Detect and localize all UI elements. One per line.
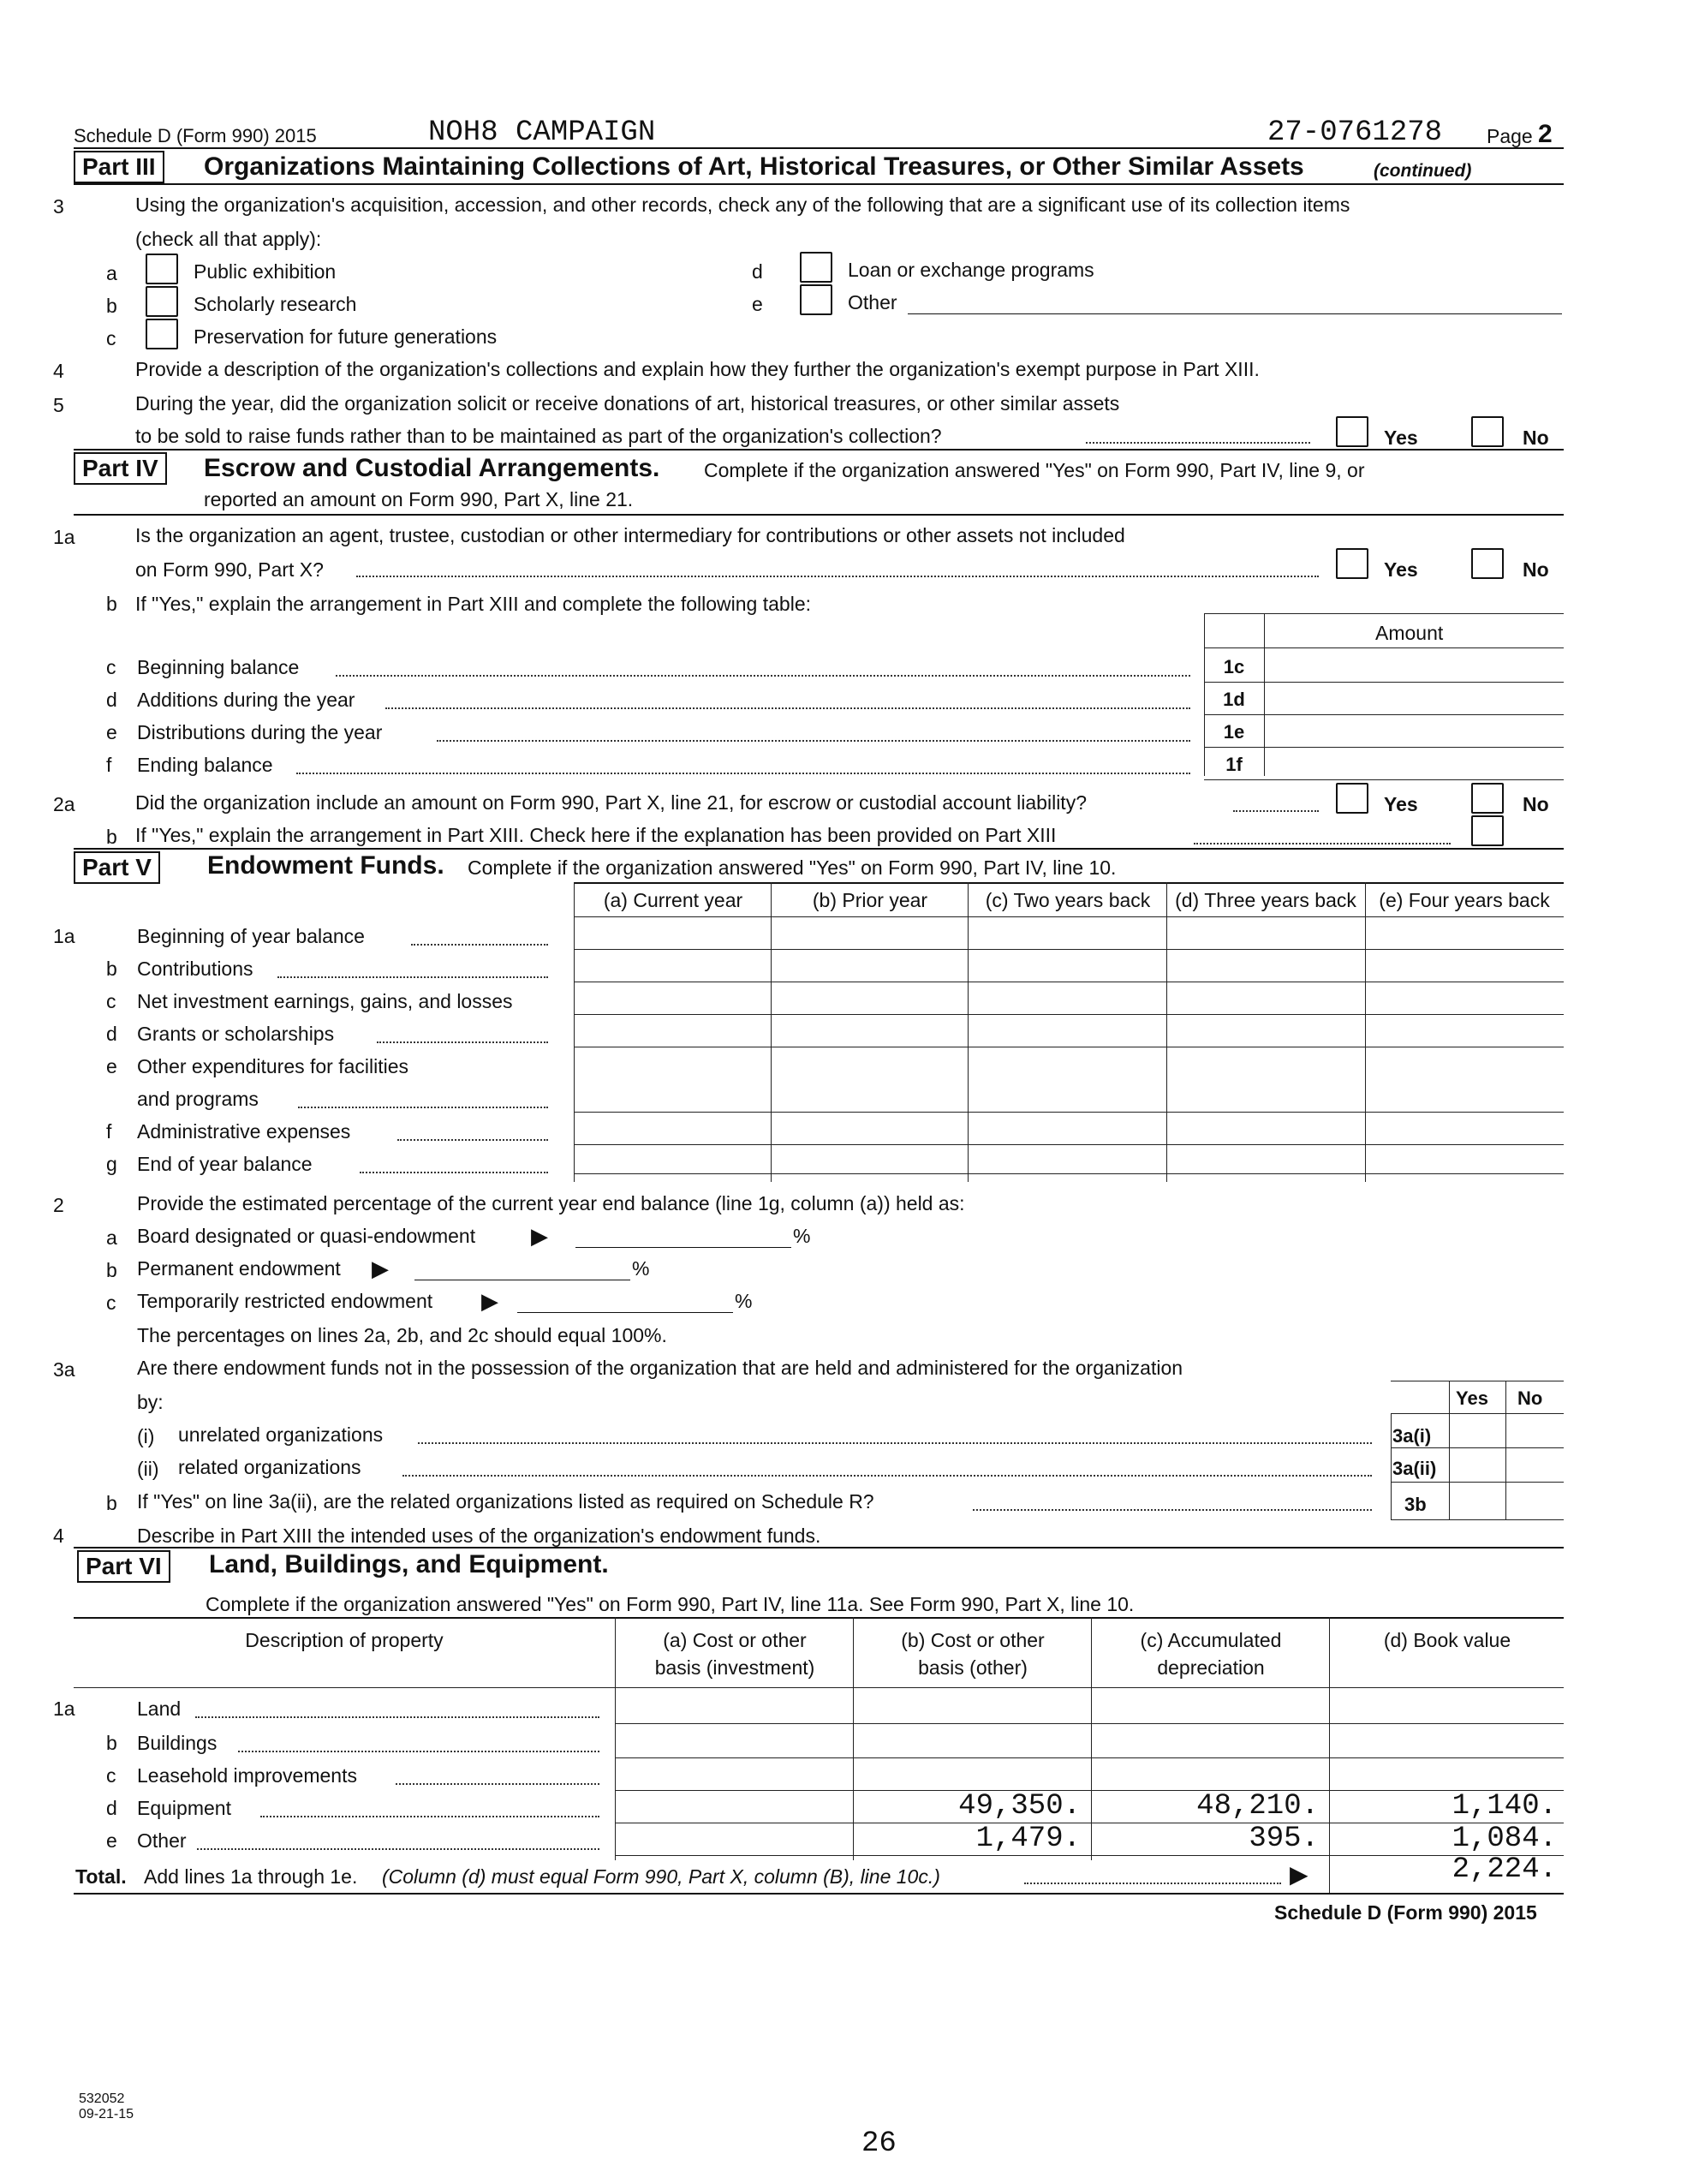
checkbox-preservation[interactable] (146, 319, 178, 349)
other-entry-line[interactable] (908, 313, 1562, 314)
opt-e-letter: e (752, 293, 763, 315)
p4-q1b-text: If "Yes," explain the arrangement in Part XIII and complete the following table: (135, 593, 811, 615)
endow-row-label: Contributions (137, 958, 253, 980)
p5-q3b-letter: b (106, 1492, 117, 1514)
p4-q1a-no-label: No (1523, 558, 1549, 581)
endow-cell-four-years-back[interactable] (1367, 918, 1562, 947)
endow-row-letter: e (106, 1055, 117, 1077)
ppe-col-b-line2: basis (other) (918, 1656, 1028, 1679)
endow-row-label: Other expenditures for facilities (137, 1055, 409, 1077)
p4-q2a-yes-label: Yes (1384, 793, 1418, 815)
form-reference: Schedule D (Form 990) 2015 (74, 125, 317, 146)
escrow-row-label: Additions during the year (137, 689, 355, 711)
arrow-icon: ▶ (1290, 1861, 1308, 1888)
endow-cell-four-years-back[interactable] (1367, 1146, 1562, 1172)
p5-q3b-text: If "Yes" on line 3a(ii), are the related organizations listed as required on Schedule R? (137, 1490, 874, 1513)
endow-cell-four-years-back[interactable] (1367, 983, 1562, 1012)
p5-q2a-letter: a (106, 1226, 117, 1249)
p5-q2a-entry[interactable] (575, 1247, 791, 1248)
ppe-cell-col-d[interactable]: 1,140. (1452, 1790, 1557, 1823)
escrow-amount-header: Amount (1375, 622, 1444, 644)
endow-row-letter: d (106, 1023, 117, 1045)
ppe-cell-col-b[interactable]: 49,350. (958, 1790, 1081, 1823)
p4-q1a-yes-checkbox[interactable] (1336, 548, 1368, 579)
q4-number: 4 (53, 360, 64, 382)
ppe-total-value: 2,224. (1452, 1853, 1557, 1886)
endow-row-label: End of year balance (137, 1153, 313, 1175)
p5-q4-number: 4 (53, 1525, 64, 1547)
endow-row-letter: f (106, 1120, 112, 1143)
escrow-row-letter: d (106, 689, 117, 711)
ppe-row-label: Land (137, 1698, 182, 1720)
q5-text: During the year, did the organization solicit or receive donations of art, historical treasures, or other similar assets (135, 392, 1120, 415)
q5-text-2: to be sold to raise funds rather than to be maintained as part of the organization's collection? (135, 425, 942, 447)
endow-row-letter: 1a (53, 925, 75, 947)
endow-row-label: Beginning of year balance (137, 925, 365, 947)
endow-cell-four-years-back[interactable] (1367, 1113, 1562, 1143)
ppe-col-a-line2: basis (investment) (654, 1656, 815, 1679)
p5-yes-header: Yes (1456, 1387, 1488, 1409)
p5-q2b-letter: b (106, 1259, 117, 1281)
ppe-cell-col-b[interactable]: 1,479. (975, 1823, 1081, 1855)
part6-subtitle: Complete if the organization answered "Yes" on Form 990, Part IV, line 11a. See Form 990, Part X, line 10. (206, 1593, 1135, 1615)
ppe-col-desc: Description of property (245, 1629, 444, 1651)
p4-q2a-no-label: No (1523, 793, 1549, 815)
part6-title: Land, Buildings, and Equipment. (209, 1550, 609, 1578)
endow-col-b: (b) Prior year (812, 889, 928, 911)
p4-q1a-text-2: on Form 990, Part X? (135, 558, 324, 581)
q5-yes-checkbox[interactable] (1336, 416, 1368, 447)
opt-b-letter: b (106, 295, 117, 317)
ppe-total-text: Add lines 1a through 1e. (144, 1865, 358, 1888)
endow-col-e: (e) Four years back (1379, 889, 1550, 911)
endow-cell-two-years-back[interactable] (969, 1048, 1165, 1110)
opt-e-label: Other (848, 291, 897, 313)
p4-q1a-yes-label: Yes (1384, 558, 1418, 581)
ppe-col-c-line2: depreciation (1157, 1656, 1265, 1679)
endow-cell-two-years-back[interactable] (969, 918, 1165, 947)
p4-q2b-letter: b (106, 826, 117, 848)
p5-q2c-text: Temporarily restricted endowment (137, 1290, 433, 1312)
checkbox-public-exhibition[interactable] (146, 254, 178, 284)
ppe-row-letter: 1a (53, 1698, 75, 1720)
part6-label: Part VI (77, 1550, 170, 1583)
endow-cell-three-years-back[interactable] (1168, 983, 1363, 1012)
p5-q2a-pct: % (793, 1225, 811, 1247)
endow-cell-two-years-back[interactable] (969, 1146, 1165, 1172)
p5-q2b-text: Permanent endowment (137, 1257, 341, 1280)
footer-form-reference: Schedule D (Form 990) 2015 (1274, 1901, 1537, 1924)
escrow-amount-cell[interactable] (1267, 682, 1562, 713)
ppe-cell-col-d[interactable]: 1,084. (1452, 1823, 1557, 1855)
p5-q2a-text: Board designated or quasi-endowment (137, 1225, 476, 1247)
endow-row-label-2: and programs (137, 1088, 259, 1110)
opt-a-letter: a (106, 262, 117, 284)
endow-cell-four-years-back[interactable] (1367, 1048, 1562, 1110)
q5-no-checkbox[interactable] (1471, 416, 1504, 447)
arrow-icon: ▶ (481, 1288, 498, 1314)
p5-q3a-text: Are there endowment funds not in the possession of the organization that are held and administered for the organization (137, 1357, 1183, 1379)
endow-row-letter: c (106, 990, 116, 1012)
part3-continued: (continued) (1374, 161, 1472, 181)
endow-cell-three-years-back[interactable] (1168, 1048, 1363, 1110)
p4-q1a-text: Is the organization an agent, trustee, custodian or other intermediary for contributions or other assets not included (135, 524, 1125, 546)
p4-q1a-no-checkbox[interactable] (1471, 548, 1504, 579)
ppe-row-letter: c (106, 1764, 116, 1787)
endow-cell-current-year[interactable] (575, 1048, 769, 1110)
q3-text-2: (check all that apply): (135, 228, 322, 250)
ppe-col-c-line1: (c) Accumulated (1140, 1629, 1282, 1651)
ppe-cell-col-c[interactable]: 395. (1249, 1823, 1319, 1855)
endow-cell-two-years-back[interactable] (969, 1113, 1165, 1143)
checkbox-scholarly-research[interactable] (146, 286, 178, 317)
q5-yes-label: Yes (1384, 427, 1418, 449)
escrow-row-label: Ending balance (137, 754, 273, 776)
endow-cell-prior-year[interactable] (772, 1048, 966, 1110)
part5-title: Endowment Funds. (207, 851, 444, 880)
opt-c-label: Preservation for future generations (194, 325, 498, 348)
endow-cell-three-years-back[interactable] (1168, 1113, 1363, 1143)
escrow-row-code: 1f (1225, 754, 1243, 775)
p4-q2b-checkbox[interactable] (1471, 815, 1504, 846)
endow-cell-three-years-back[interactable] (1168, 951, 1363, 980)
endow-cell-three-years-back[interactable] (1168, 1146, 1363, 1172)
part5-label: Part V (74, 851, 160, 884)
endow-cell-two-years-back[interactable] (969, 951, 1165, 980)
ppe-col-d: (d) Book value (1383, 1629, 1511, 1651)
p4-q1b-letter: b (106, 593, 117, 615)
endow-cell-four-years-back[interactable] (1367, 951, 1562, 980)
ppe-total-note: (Column (d) must equal Form 990, Part X, column (B), line 10c.) (382, 1865, 940, 1888)
p5-q4-text: Describe in Part XIII the intended uses of the organization's endowment funds. (137, 1525, 821, 1547)
ein: 27-0761278 (1267, 116, 1443, 149)
p5-q3i-no-cell[interactable] (1507, 1415, 1562, 1446)
endow-cell-prior-year[interactable] (772, 918, 966, 947)
arrow-icon: ▶ (372, 1256, 389, 1281)
p5-q2c-letter: c (106, 1292, 116, 1314)
organization-name: NOH8 CAMPAIGN (428, 116, 656, 149)
p5-q3ii-number: (ii) (137, 1458, 159, 1480)
page-number-top: 2 (1538, 120, 1553, 148)
p5-q2-text: Provide the estimated percentage of the current year end balance (line 1g, column (a)) held as: (137, 1192, 965, 1214)
endow-cell-current-year[interactable] (575, 1146, 769, 1172)
opt-a-label: Public exhibition (194, 260, 337, 283)
ppe-col-a-line1: (a) Cost or other (663, 1629, 807, 1651)
escrow-row-code: 1d (1223, 689, 1245, 710)
escrow-row-label: Distributions during the year (137, 721, 383, 743)
p5-no-header: No (1517, 1387, 1543, 1409)
ppe-row-letter: b (106, 1732, 117, 1754)
endow-cell-current-year[interactable] (575, 918, 769, 947)
q5-no-label: No (1523, 427, 1549, 449)
part3-title: Organizations Maintaining Collections of Art, Historical Treasures, or Other Similar Assets (204, 152, 1304, 181)
endow-cell-prior-year[interactable] (772, 1113, 966, 1143)
endow-col-d: (d) Three years back (1175, 889, 1356, 911)
ppe-row-label: Leasehold improvements (137, 1764, 357, 1787)
ppe-row-letter: e (106, 1829, 117, 1852)
ppe-row-letter: d (106, 1797, 117, 1819)
escrow-row-label: Beginning balance (137, 656, 300, 678)
p5-q3a-number: 3a (53, 1358, 75, 1381)
opt-d-label: Loan or exchange programs (848, 259, 1094, 281)
opt-c-letter: c (106, 327, 116, 349)
p5-q3b-yes-cell[interactable] (1451, 1483, 1504, 1518)
part4-label: Part IV (74, 452, 167, 485)
q5-number: 5 (53, 394, 64, 416)
part5-subtitle: Complete if the organization answered "Yes" on Form 990, Part IV, line 10. (468, 856, 1117, 879)
ppe-row-label: Equipment (137, 1797, 231, 1819)
endow-col-a: (a) Current year (603, 889, 743, 911)
q3-number: 3 (53, 195, 64, 218)
part3-label: Part III (74, 151, 164, 183)
p5-q3ii-no-cell[interactable] (1507, 1449, 1562, 1480)
p5-q3b-code: 3b (1404, 1494, 1427, 1515)
ppe-col-b-line1: (b) Cost or other (901, 1629, 1045, 1651)
part4-subtitle-2: reported an amount on Form 990, Part X, line 21. (204, 488, 634, 510)
p5-q3i-text: unrelated organizations (178, 1423, 384, 1446)
p5-q2c-pct: % (735, 1290, 753, 1312)
endow-cell-prior-year[interactable] (772, 1146, 966, 1172)
opt-d-letter: d (752, 260, 763, 283)
part4-subtitle: Complete if the organization answered "Yes" on Form 990, Part IV, line 9, or (704, 459, 1365, 481)
checkbox-loan-exchange[interactable] (800, 252, 832, 283)
p5-q3i-yes-cell[interactable] (1451, 1415, 1504, 1446)
endow-cell-two-years-back[interactable] (969, 1016, 1165, 1045)
endow-cell-prior-year[interactable] (772, 1016, 966, 1045)
p5-q2-number: 2 (53, 1194, 64, 1216)
checkbox-other[interactable] (800, 284, 832, 315)
endow-cell-current-year[interactable] (575, 983, 769, 1012)
ppe-cell-col-c[interactable]: 48,210. (1196, 1790, 1319, 1823)
escrow-amount-cell[interactable] (1267, 714, 1562, 745)
endow-row-label: Administrative expenses (137, 1120, 351, 1143)
p5-q3ii-yes-cell[interactable] (1451, 1449, 1504, 1480)
arrow-icon: ▶ (531, 1223, 548, 1249)
p5-q3i-number: (i) (137, 1425, 155, 1447)
endow-cell-four-years-back[interactable] (1367, 1016, 1562, 1045)
escrow-row-letter: e (106, 721, 117, 743)
p5-q3ii-text: related organizations (178, 1456, 361, 1478)
page-label: Page (1487, 125, 1533, 147)
part4-title: Escrow and Custodial Arrangements. (204, 454, 660, 482)
p5-q3i-code: 3a(i) (1392, 1425, 1432, 1447)
endow-row-letter: b (106, 958, 117, 980)
p4-q2a-number: 2a (53, 793, 75, 815)
p4-q2a-yes-checkbox[interactable] (1336, 783, 1368, 814)
endow-cell-prior-year[interactable] (772, 951, 966, 980)
endow-row-label: Net investment earnings, gains, and losses (137, 990, 513, 1012)
footer-code-2: 09-21-15 (79, 2107, 134, 2121)
escrow-row-letter: c (106, 656, 116, 678)
escrow-row-code: 1c (1223, 656, 1245, 677)
ppe-total-label: Total. (75, 1865, 127, 1888)
p5-q2-note: The percentages on lines 2a, 2b, and 2c should equal 100%. (137, 1324, 667, 1346)
p4-q1a-number: 1a (53, 526, 75, 548)
p5-q3ii-code: 3a(ii) (1392, 1458, 1437, 1479)
ppe-row-label: Buildings (137, 1732, 218, 1754)
escrow-amount-cell[interactable] (1267, 747, 1562, 778)
endow-cell-two-years-back[interactable] (969, 983, 1165, 1012)
escrow-row-code: 1e (1223, 721, 1245, 743)
p5-q2c-entry[interactable] (517, 1312, 733, 1313)
endow-cell-current-year[interactable] (575, 1113, 769, 1143)
footer-page-number: 26 (861, 2127, 897, 2160)
escrow-row-letter: f (106, 754, 112, 776)
q3-text: Using the organization's acquisition, accession, and other records, check any of the following that are a significant use of its collection items (135, 194, 1350, 216)
footer-code-1: 532052 (79, 2092, 125, 2106)
endow-row-letter: g (106, 1153, 117, 1175)
p5-q2b-pct: % (632, 1257, 650, 1280)
endow-cell-current-year[interactable] (575, 1016, 769, 1045)
endow-cell-current-year[interactable] (575, 951, 769, 980)
p5-q3a-text-2: by: (137, 1391, 164, 1413)
escrow-amount-cell[interactable] (1267, 649, 1562, 680)
q4-text: Provide a description of the organization's collections and explain how they further the organization's exempt purpose in Part XIII. (135, 358, 1260, 380)
p4-q2b-text: If "Yes," explain the arrangement in Part XIII. Check here if the explanation has been provided on Part XIII (135, 824, 1057, 846)
endow-cell-three-years-back[interactable] (1168, 918, 1363, 947)
opt-b-label: Scholarly research (194, 293, 357, 315)
p5-q3b-no-cell[interactable] (1507, 1483, 1562, 1518)
endow-col-c: (c) Two years back (985, 889, 1151, 911)
ppe-row-label: Other (137, 1829, 187, 1852)
p4-q2a-no-checkbox[interactable] (1471, 783, 1504, 814)
endow-row-label: Grants or scholarships (137, 1023, 335, 1045)
endow-cell-three-years-back[interactable] (1168, 1016, 1363, 1045)
p4-q2a-text: Did the organization include an amount on Form 990, Part X, line 21, for escrow or custodial account liability? (135, 791, 1087, 814)
endow-cell-prior-year[interactable] (772, 983, 966, 1012)
